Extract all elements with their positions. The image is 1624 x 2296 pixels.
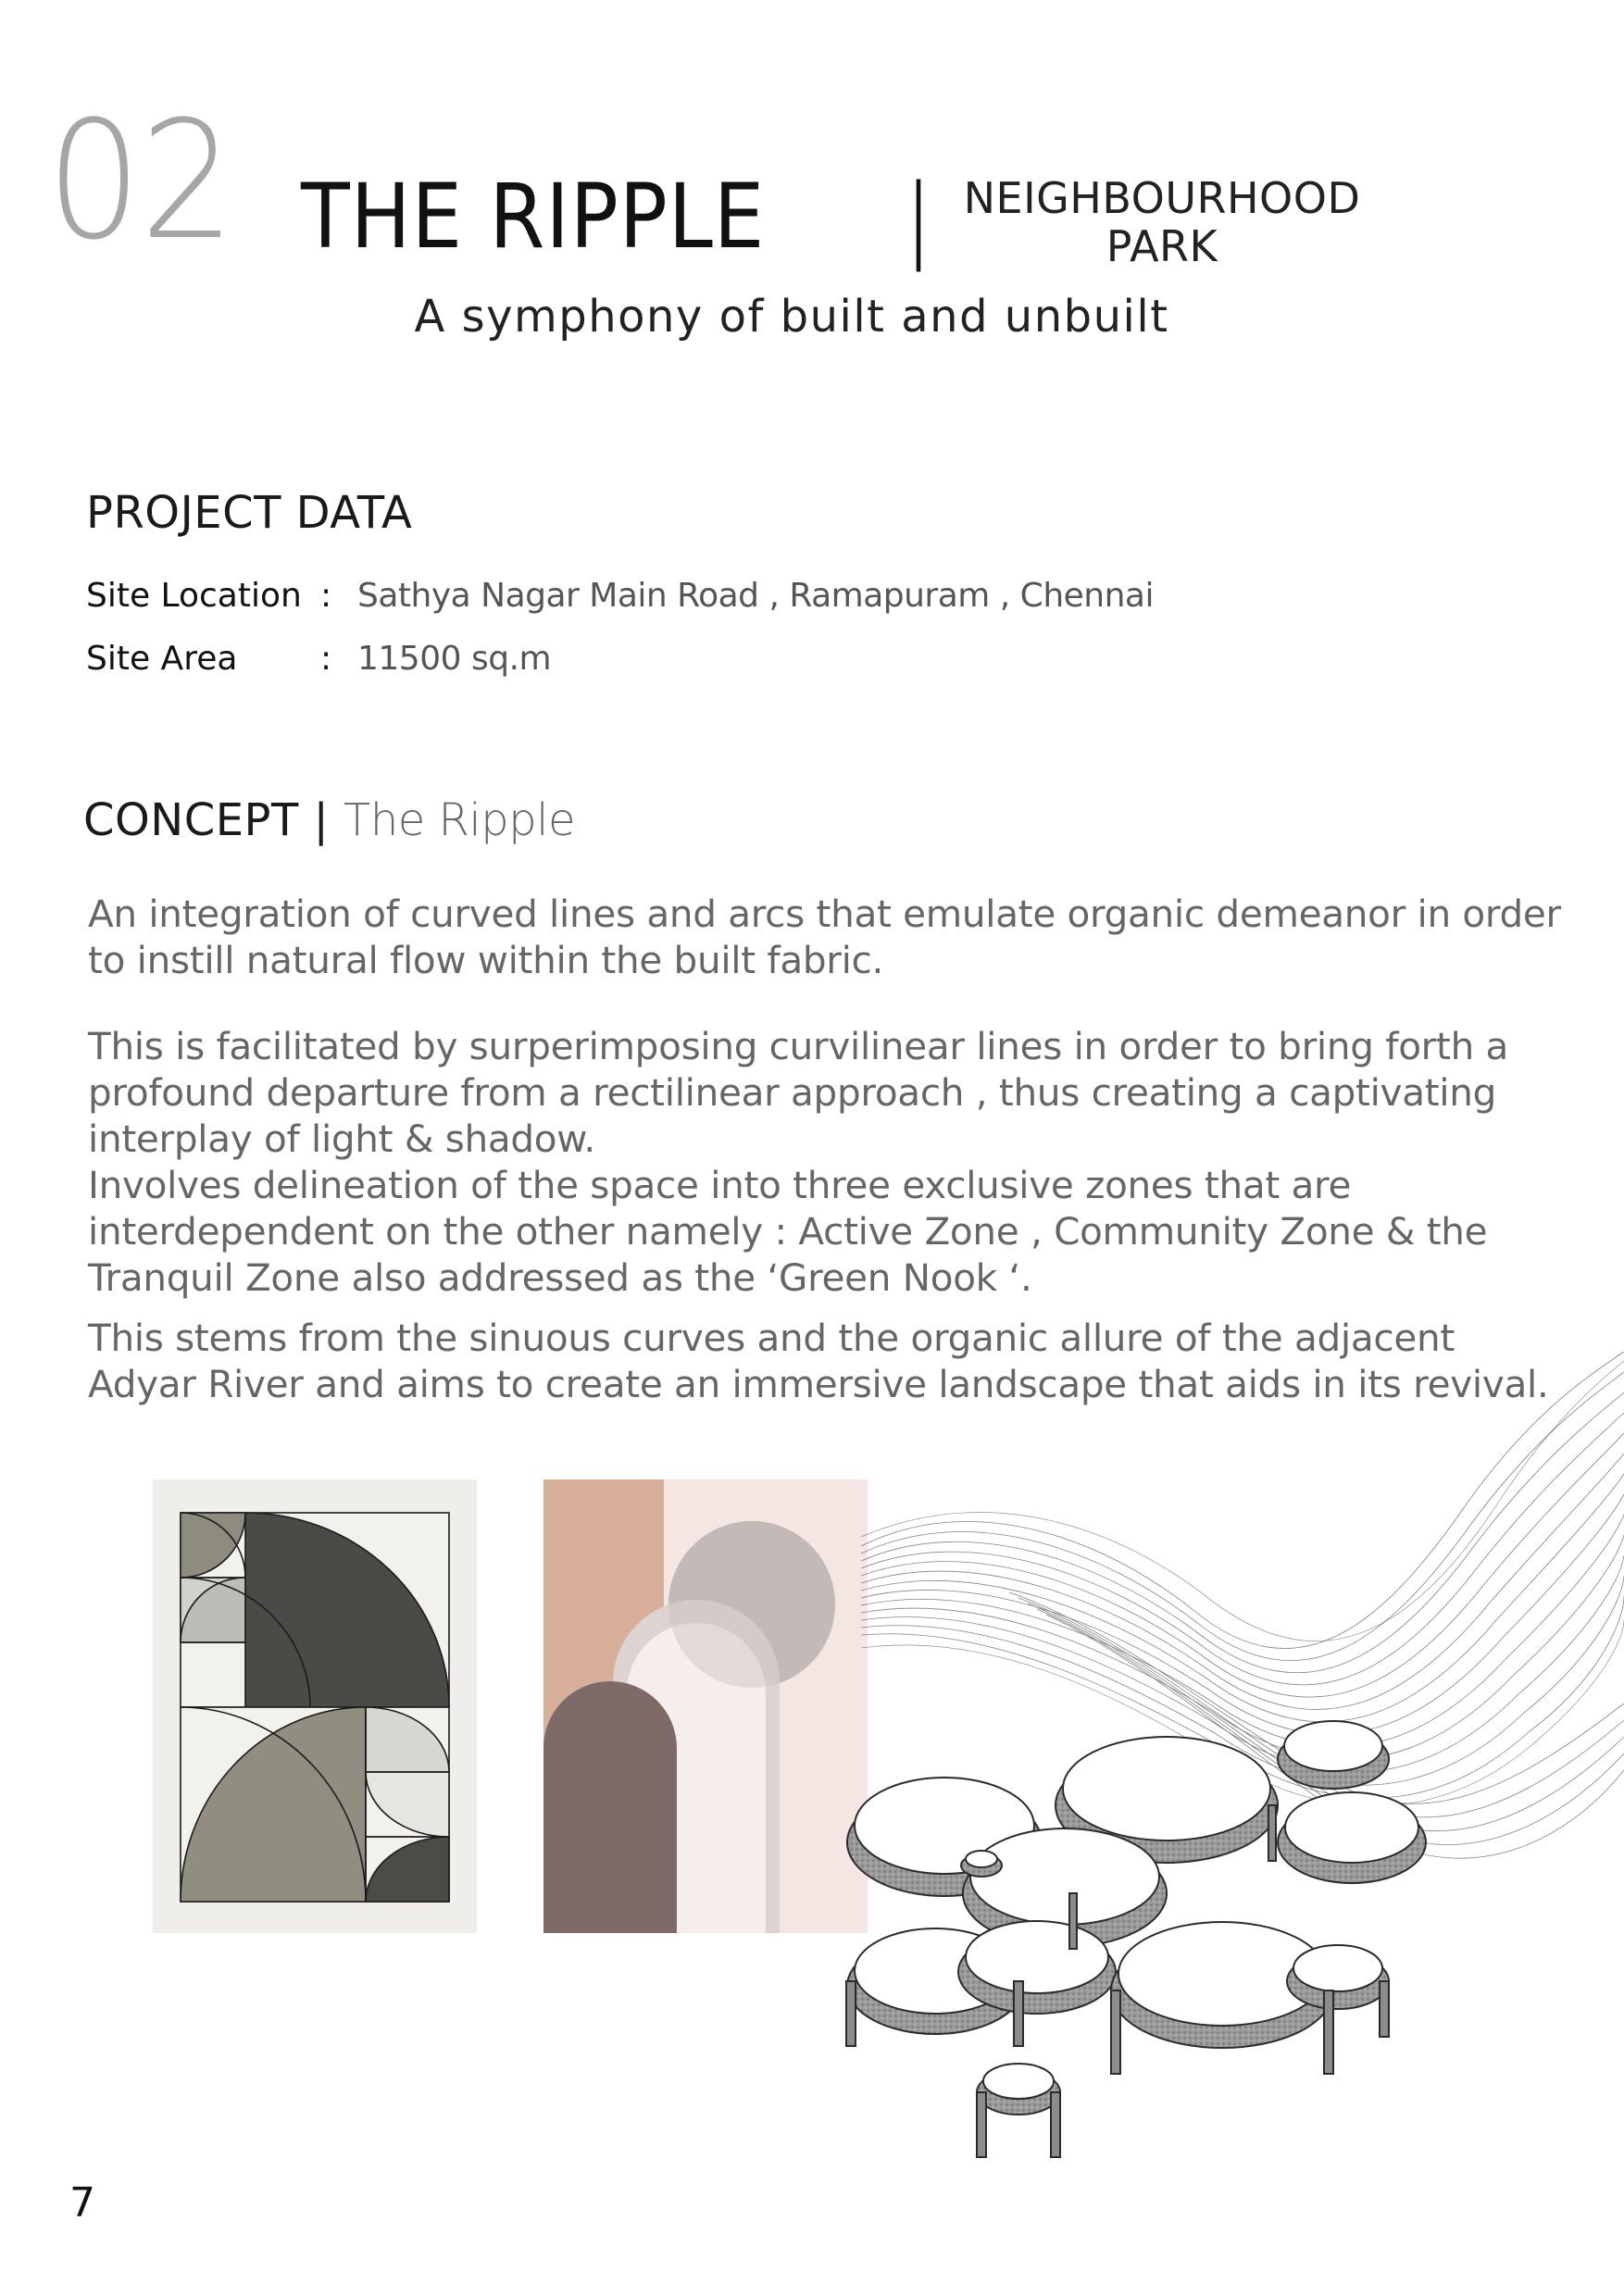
- project-type: [958, 174, 1366, 270]
- site-location-value: Sathya Nagar Main Road , Ramapuram , Chennai: [357, 577, 1154, 615]
- concept-heading-row: [83, 794, 576, 846]
- site-area-value: 11500 sq.m: [357, 640, 552, 678]
- geometric-arc-print-image: [153, 1479, 477, 1933]
- concept-paragraph-3: Involves delineation of the space into three exclusive zones that are interdependent on the other namely : Active Zone , Community Zone & the Tranquil Zone also addressed as the ‘Green Nook ‘.: [88, 1163, 1488, 1300]
- concept-paragraph-2: This is facilitated by surperimposing curvilinear lines in order to bring forth a profound departure from a rectilinear approach , thus creating a captivating interplay of light & shadow.: [88, 1024, 1509, 1161]
- interlocking-rings-model-image: [833, 1703, 1444, 2222]
- page-title: THE RIPPLE: [301, 165, 766, 268]
- concept-separator: |: [313, 794, 330, 846]
- concept-subheading: The Ripple: [344, 794, 576, 846]
- concept-paragraph-1: An integration of curved lines and arcs that emulate organic demeanor in order to instill natural flow within the built fabric.: [88, 892, 1561, 982]
- title-separator: |: [903, 164, 934, 272]
- page-number: 7: [69, 2179, 95, 2227]
- concept-paragraph-4: This stems from the sinuous curves and the organic allure of the adjacent Adyar River and aims to create an immersive landscape that aids in its revival.: [88, 1316, 1549, 1406]
- site-area-label: Site Area: [86, 640, 238, 678]
- project-type-line-1: NEIGHBOURHOOD: [963, 173, 1361, 223]
- project-type-line-2: PARK: [1106, 221, 1218, 271]
- tagline: A symphony of built and unbuilt: [414, 291, 1169, 343]
- site-location-colon: :: [320, 577, 332, 615]
- concept-heading: CONCEPT: [83, 794, 299, 846]
- concept-paragraph-2-group: [88, 1023, 1569, 1301]
- site-location-label: Site Location: [86, 577, 302, 615]
- project-data-heading: PROJECT DATA: [86, 487, 413, 539]
- section-number: 02: [46, 86, 234, 276]
- arch-pastel-print-image: [543, 1479, 868, 1933]
- site-area-colon: :: [320, 640, 332, 678]
